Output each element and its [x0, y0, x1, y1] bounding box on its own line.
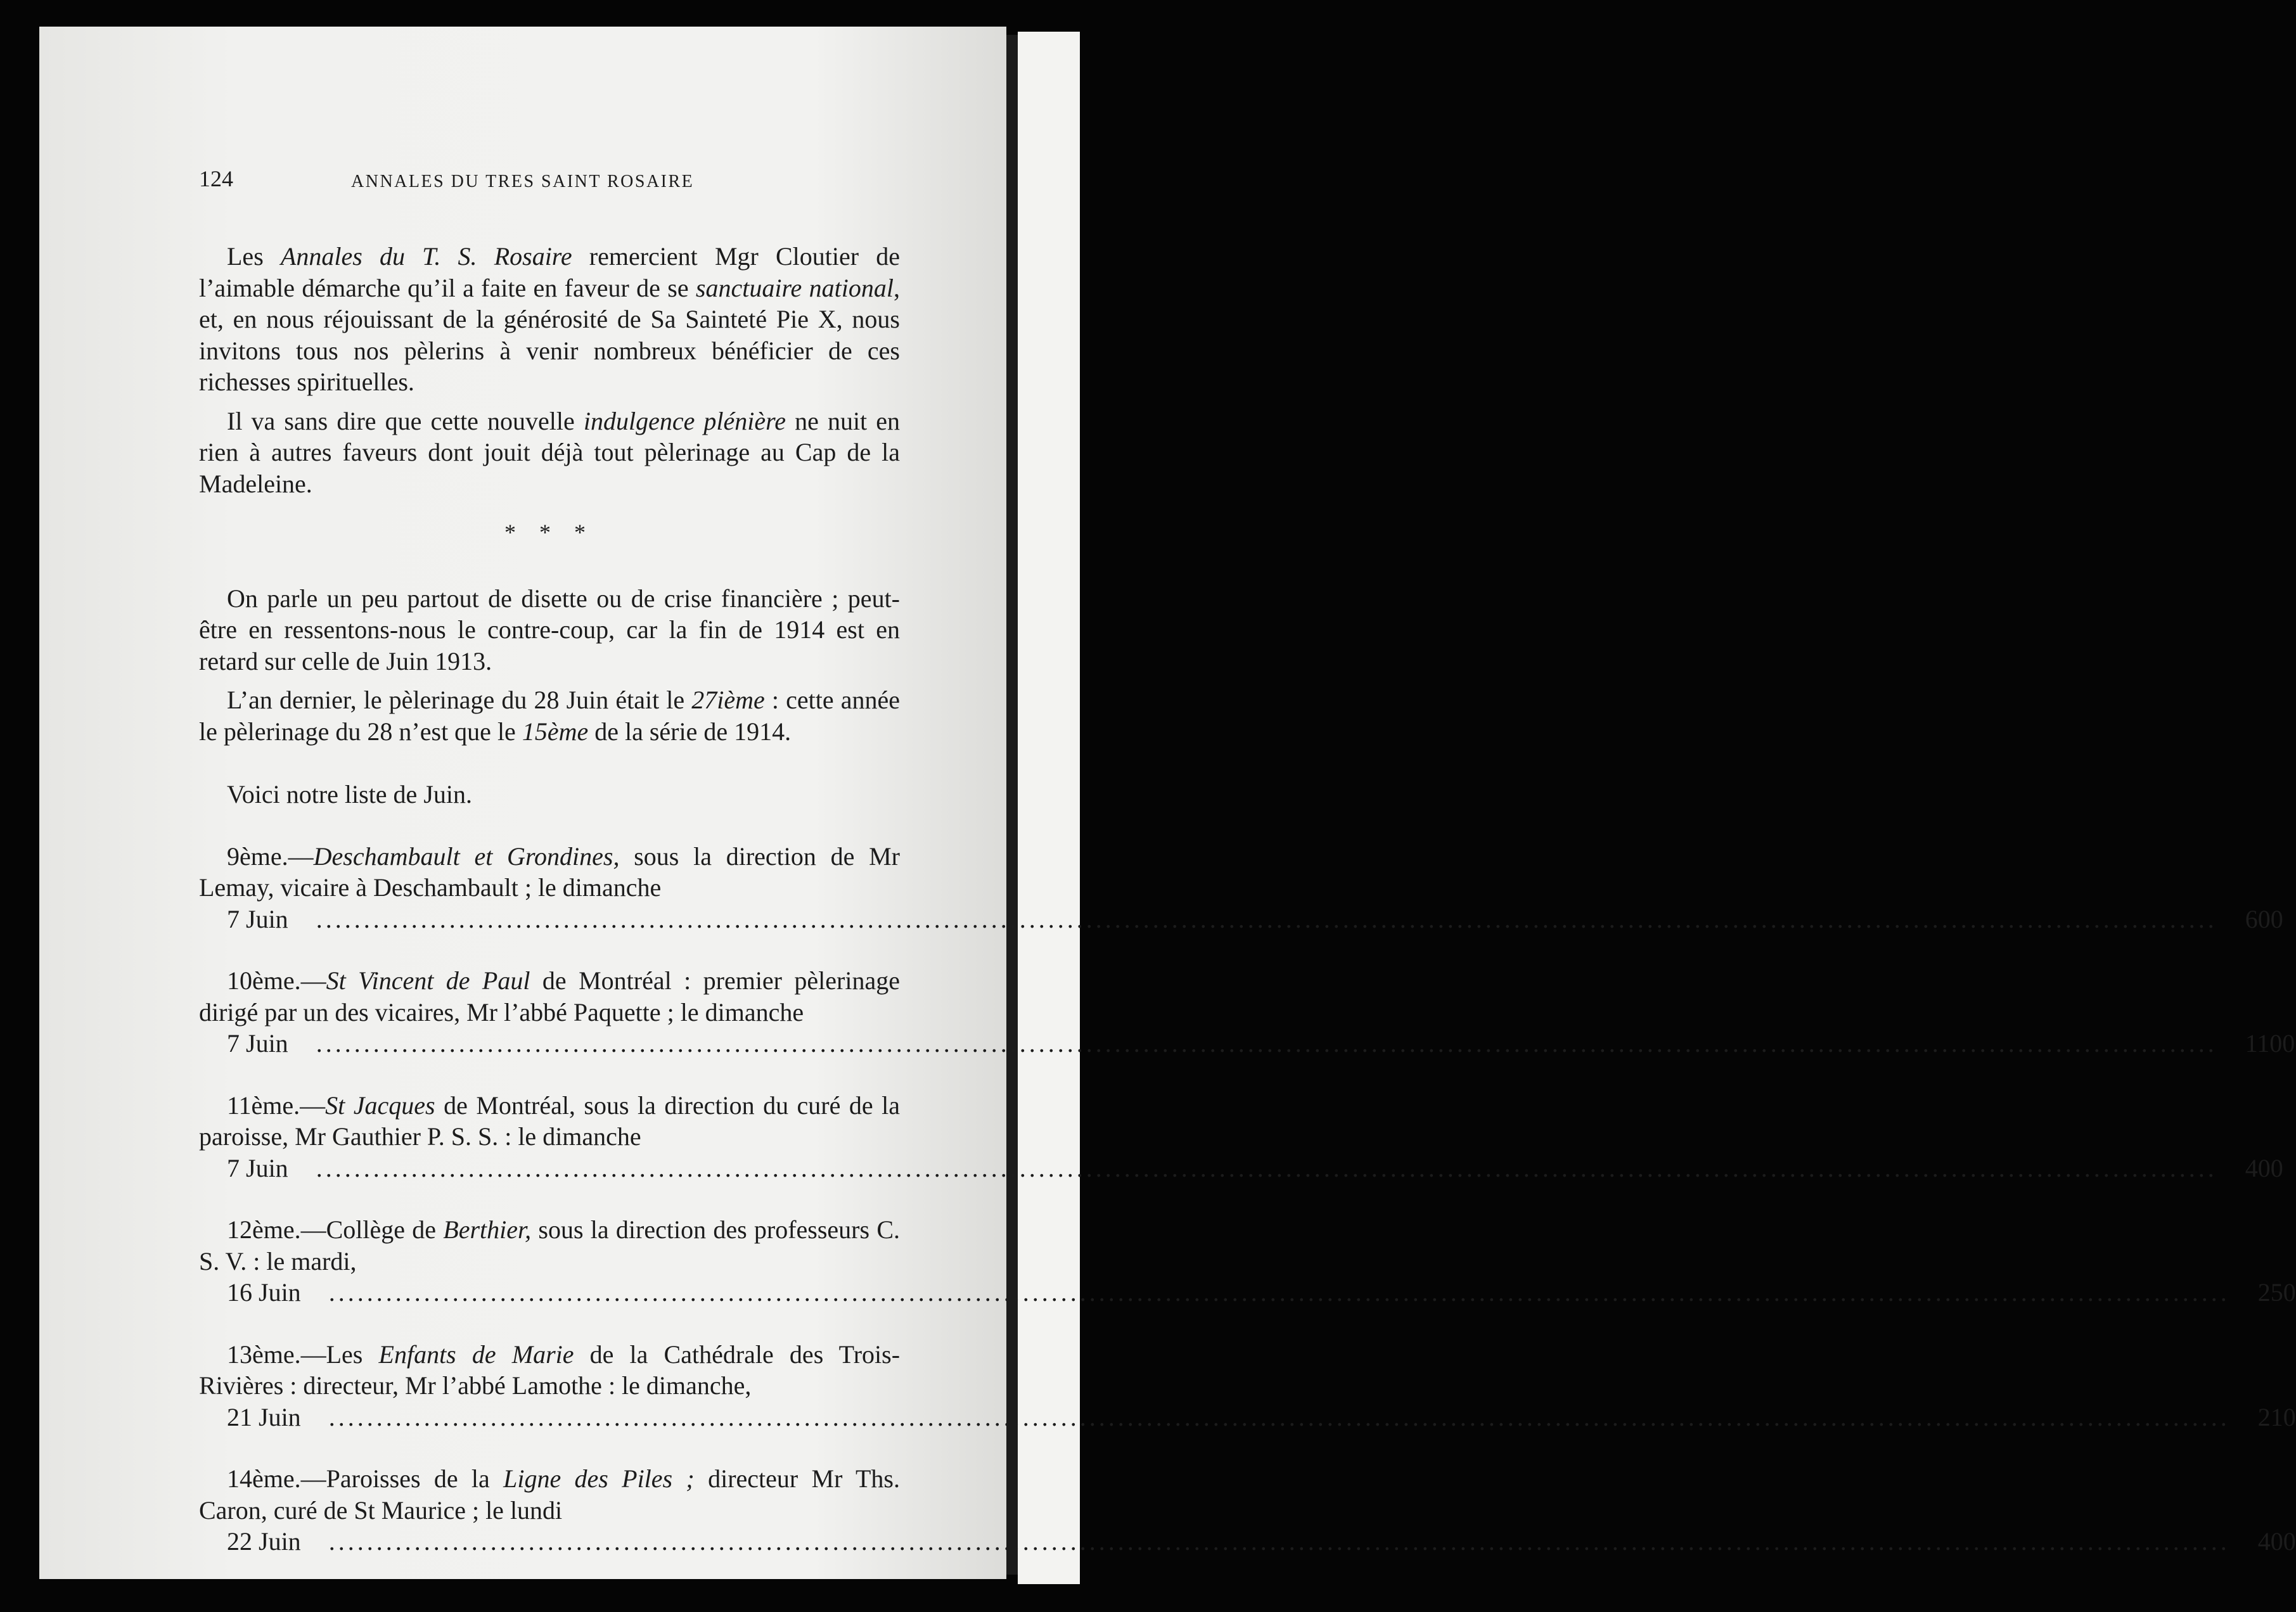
- entry-description: de Montréal, sous la direction du curé de la paroisse, Mr Gauthier P. S. S. : le dimanche: [199, 1091, 900, 1151]
- leader-dots: ........................................................................................................................................................................................................: [316, 1029, 2217, 1058]
- pilgrimage-entry: [199, 1339, 2296, 1433]
- entry-description: de la Cathédrale des Trois-Rivières : directeur, Mr l’abbé Lamothe : le dimanche,: [199, 1340, 901, 1400]
- running-title: ANNALES DU TRES SAINT ROSAIRE: [351, 172, 695, 191]
- leader-dots: ........................................................................................................................................................................................................: [328, 1527, 2230, 1556]
- pilgrimage-list: [199, 841, 2296, 1558]
- entry-last-line: 7 Juin ........................................................................................................................................................................................................ 1100: [199, 1028, 900, 1059]
- leader-dots: ........................................................................................................................................................................................................: [328, 1278, 2230, 1307]
- entry-name: St Vincent de Paul: [326, 966, 530, 995]
- entry-number: 13ème.—Les: [227, 1340, 379, 1369]
- entry-name: Deschambault et Grondines,: [313, 841, 620, 871]
- paragraph-indulgence: Il va sans dire que cette nouvelle indulgence plénière ne nuit en rien à autres faveurs dont jouit déjà tout pèlerinage au Cap de la Madeleine.: [199, 406, 901, 498]
- entry-description: de Montréal : premier pèlerinage dirigé par un des vicaires, Mr l’abbé Paquette ; le dimanche: [199, 966, 900, 1027]
- page-edge: [1006, 35, 1018, 1575]
- entry-last-line: 7 Juin ........................................................................................................................................................................................................ 400: [199, 1153, 900, 1184]
- entry-number: 12ème.—Collège de: [227, 1215, 444, 1244]
- entry-description: sous la direction de Mr Lemay, vicaire à Deschambault ; le dimanche: [199, 841, 901, 902]
- entry-name: Enfants de Marie: [378, 1340, 574, 1369]
- pilgrim-count: 250: [2257, 1278, 2296, 1307]
- entry-name: St Jacques: [325, 1091, 435, 1120]
- adjacent-page: [1018, 32, 1080, 1584]
- leader-dots: ........................................................................................................................................................................................................: [328, 1402, 2230, 1431]
- pilgrim-count: 400: [2245, 1153, 2283, 1182]
- entry-number: 11ème.—: [227, 1091, 326, 1120]
- entry-last-line: 7 Juin ........................................................................................................................................................................................................ 600: [199, 904, 900, 935]
- paragraph-crise: On parle un peu partout de disette ou de crise financière ; peut-être en ressentons-nous le contre-coup, car la fin de 1914 est en retard sur celle de Juin 1913.: [199, 584, 900, 675]
- pilgrimage-entry: [199, 1463, 2296, 1558]
- entry-number: 14ème.—Paroisses de la: [227, 1464, 504, 1493]
- leader-dots: ........................................................................................................................................................................................................: [316, 1153, 2217, 1182]
- pilgrim-count: 600: [2245, 904, 2283, 933]
- entry-number: 9ème.—: [227, 841, 314, 871]
- pilgrimage-entry: [199, 965, 2295, 1059]
- pilgrim-count: 400: [2257, 1527, 2296, 1556]
- entry-name: Ligne des Piles ;: [503, 1464, 695, 1493]
- page-text: [199, 163, 2296, 1558]
- running-head: [199, 163, 900, 202]
- pilgrim-count: 1100: [2245, 1029, 2295, 1058]
- entry-description: directeur Mr Ths. Caron, curé de St Maurice ; le lundi: [199, 1464, 901, 1525]
- pilgrimage-entry: [199, 841, 2283, 935]
- paragraph-annales: Les Annales du T. S. Rosaire remercient Mgr Cloutier de l’aimable démarche qu’il a faite en faveur de se sanctuaire national, et, en nous réjouissant de la générosité de Sa Sainteté Pie X, nous invitons tous nos pèlerins à venir nombreux bénéficier de ces richesses spirituelles.: [199, 242, 900, 396]
- entry-last-line: 22 Juin ........................................................................................................................................................................................................ 400: [199, 1526, 900, 1558]
- entry-name: Berthier,: [443, 1215, 532, 1244]
- entry-description: sous la direction des professeurs C. S. V. : le mardi,: [199, 1215, 900, 1276]
- entry-number: 10ème.—: [227, 966, 326, 995]
- entry-last-line: 16 Juin ........................................................................................................................................................................................................ 250: [199, 1277, 900, 1308]
- pilgrimage-entry: [199, 1214, 2296, 1308]
- paragraph-liste: Voici notre liste de Juin.: [227, 780, 472, 809]
- page-number: 124: [199, 166, 233, 191]
- pilgrimage-entry: [199, 1090, 2283, 1184]
- paragraph-an-dernier: L’an dernier, le pèlerinage du 28 Juin était le 27ième : cette année le pèlerinage du 28 n’est que le 15ème de la série de 1914.: [199, 686, 900, 746]
- pilgrim-count: 210: [2257, 1402, 2296, 1431]
- leader-dots: ........................................................................................................................................................................................................: [316, 904, 2217, 933]
- section-separator: * * *: [504, 520, 594, 545]
- entry-last-line: 21 Juin ........................................................................................................................................................................................................ 210: [199, 1402, 900, 1433]
